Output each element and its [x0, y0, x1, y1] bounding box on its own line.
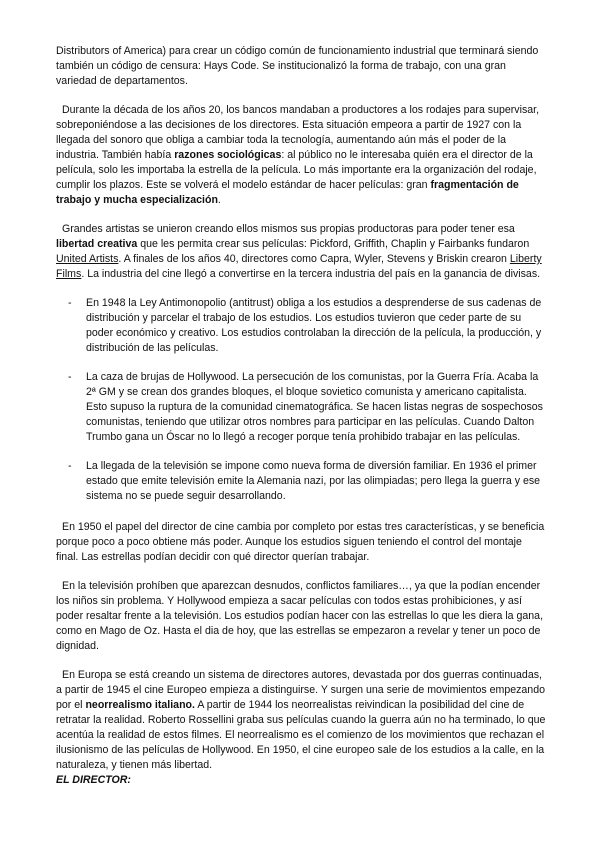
bold-razones-sociologicas: razones sociológicas [174, 149, 282, 161]
list-item: - La caza de brujas de Hollywood. La persecución de los comunistas, por la Guerra Fría. Acaba la 2ª GM y se crean dos grandes bloques, el bloque sovietico comunista y americano capitalista. Esto supuso la ruptura de la comunidad cinematográfica. Se hacen listas negras de sospechosos comunistas, teniendo que utilizar otros nombres para participar en las películas. Cuando Dalton Trumbo gana un Óscar no lo llegó a recoger porque tenía prohibido trabajar en las películas. [68, 371, 543, 443]
paragraph-banks: Durante la década de los años 20, los bancos mandaban a productores a los rodajes para supervisar, sobreponiéndose a las decisiones de los directores. Esta situación empeora a partir de 1927 con la llegada del sonoro que obliga a cambiar toda la tecnología, aumentando aún más el poder de la industria. También había razones sociológicas: al público no le interesaba quién era el director de la película, solo les importaba la estrella de la película. Lo más importante era la organización del rodaje, cumplir los plazos. Este se volverá el modelo estándar de hacer películas: gran fragmentación de trabajo y mucha especialización. [56, 104, 540, 206]
list-item: - La llegada de la televisión se impone como nueva forma de diversión familiar. En 1936 el primer estado que emite televisión emite la Alemania nazi, por las olimpiadas; pero llega la guerra y ese sistema no se puede seguir desarrollando. [68, 460, 541, 502]
bold-libertad-creativa: libertad creativa [56, 238, 138, 250]
paragraph-1950: En 1950 el papel del director de cine cambia por completo por estas tres características, y se beneficia porque poco a poco obtiene más poder. Aunque los estudios siguen teniendo el control del montaje final. Las estrellas podían decidir con qué director querían trabajar. [56, 521, 545, 563]
link-liberty-films[interactable]: Liberty Films [56, 253, 542, 280]
paragraph-intro: Distributors of America) para crear un código común de funcionamiento industrial que terminará siendo también un código de censura: Hays Code. Se institucionalizó la forma de trabajo, con una gran variedad de departamentos. [56, 45, 539, 87]
dash-marker: - [68, 460, 72, 472]
dash-list [56, 296, 546, 504]
paragraph-artists: Grandes artistas se unieron creando ellos mismos sus propias productoras para poder tener esa libertad creativa que les permita crear sus películas: Pickford, Griffith, Chaplin y Fairbanks fundaron United Artists. A finales de los años 40, directores como Capra, Wyler, Stevens y Briskin crearon Liberty Films. La industria del cine llegó a convertirse en la tercera industria del país en la ganancia de divisas. [56, 223, 542, 280]
link-united-artists[interactable]: United Artists [56, 253, 119, 265]
document-body [56, 44, 546, 788]
paragraph-europe: En Europa se está creando un sistema de directores autores, devastada por dos guerras continuadas, a partir de 1945 el cine Europeo empieza a distinguirse. Y surgen una serie de movimientos empezando por el neorrealismo italiano. A partir de 1944 los neorrealistas reivindican la posibilidad del cine de retratar la realidad. Roberto Rossellini graba sus películas cuando la guerra aún no ha terminado, lo que acentúa la realidad de estos filmes. El neorrealismo es el comienzo de los movimientos que rechazan el ilusionismo de las películas de Hollywood. En 1950, el cine europeo sale de los estudios a la calle, en la naturaleza, y tienen más libertad. [56, 669, 546, 771]
bold-neorrealismo: neorrealismo italiano. [85, 699, 195, 711]
section-heading: EL DIRECTOR: [56, 774, 131, 786]
paragraph-television: En la televisión prohíben que aparezcan desnudos, conflictos familiares…, ya que la podían encender los niños sin problema. Y Hollywood empieza a sacar películas con todos estas prohibiciones, y así poder resaltar frente a la televisión. Los estudios podían hacer con las estrellas lo que les diera la gana, como en Mago de Oz. Hasta el dia de hoy, que las estrellas se empezaron a revelar y tener un poco de dignidad. [56, 580, 544, 652]
dash-marker: - [68, 297, 72, 309]
dash-marker: - [68, 371, 72, 383]
list-item: - En 1948 la Ley Antimonopolio (antitrust) obliga a los estudios a desprenderse de sus cadenas de distribución y parcelar el trabajo de los estudios. Los estudios tuvieron que ceder parte de su poder económico y creativo. Los estudios controlaban la dirección de la película, la producción, y distribución de las películas. [68, 297, 542, 354]
bold-fragmentacion: fragmentación de trabajo y mucha especialización [56, 179, 519, 206]
